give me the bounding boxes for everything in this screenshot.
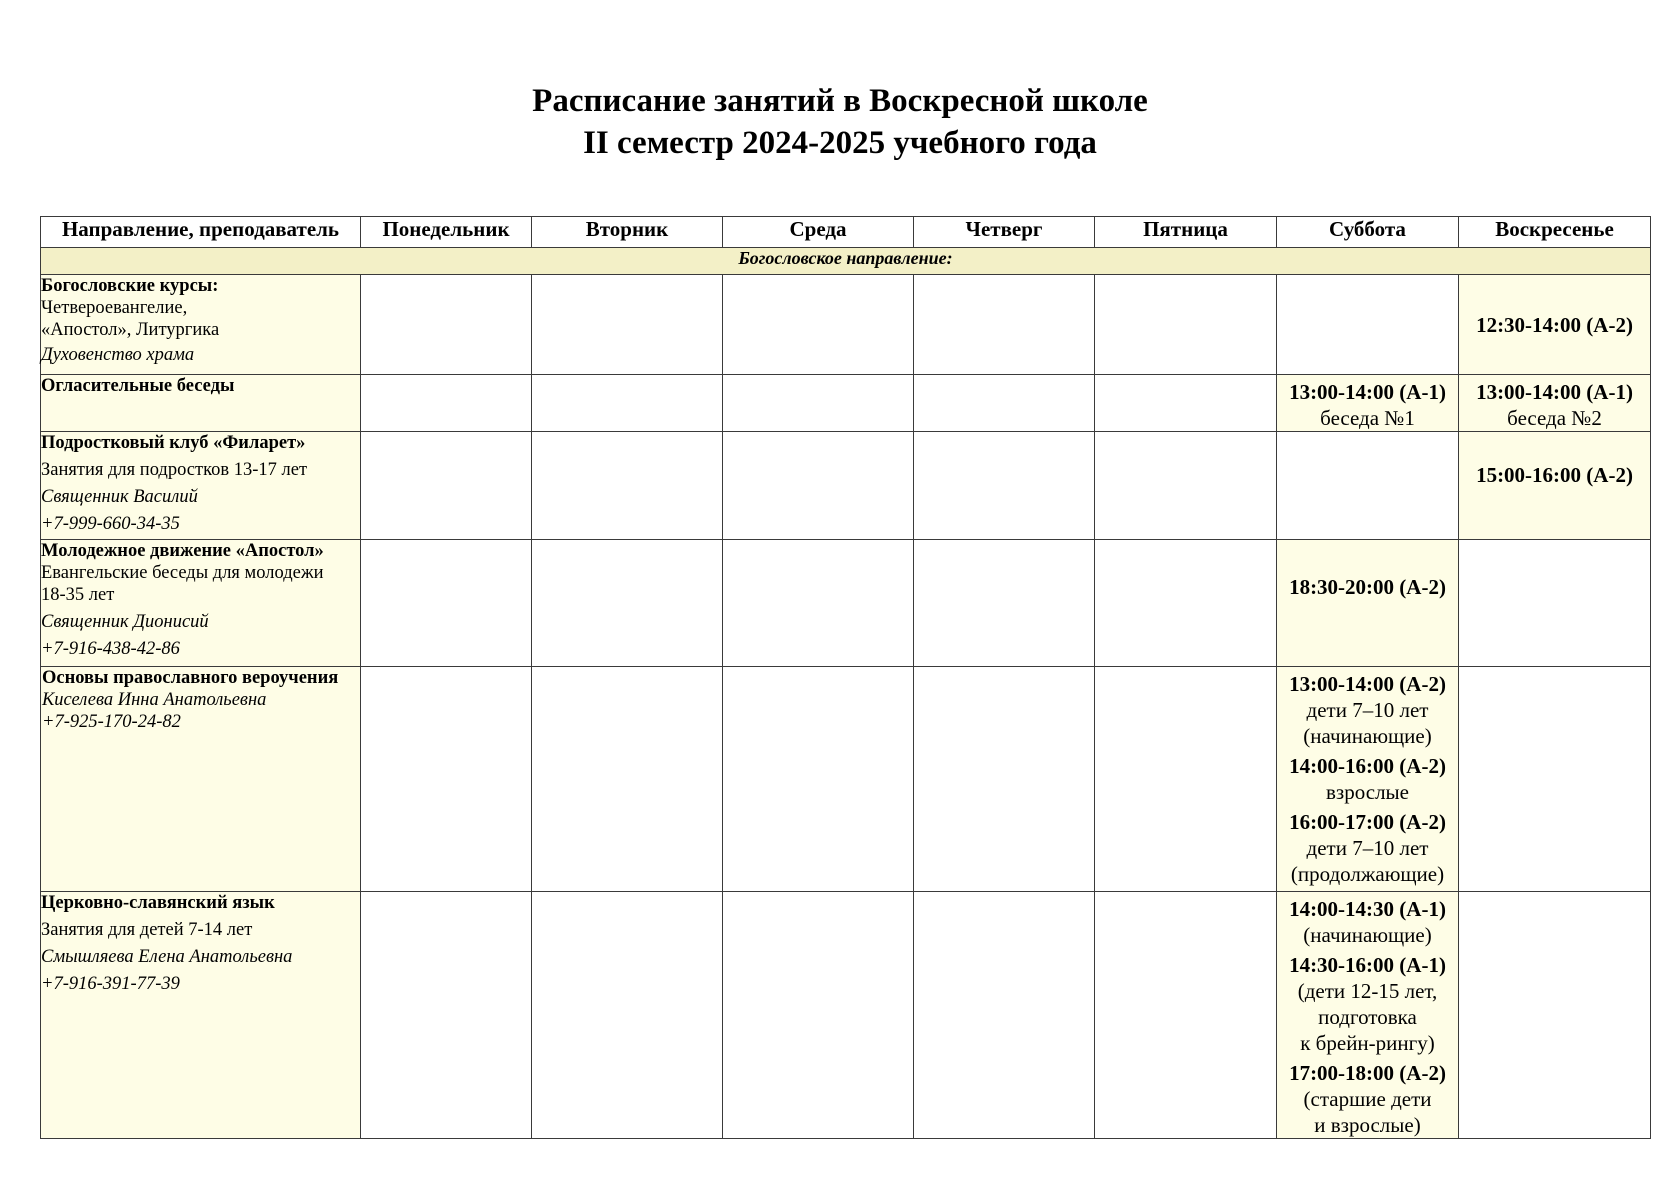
slot-thursday [914,667,1095,892]
slot-time: 13:00-14:00 (А-1) [1476,380,1633,404]
direction-line: Занятия для детей 7-14 лет [41,920,253,940]
slot-block [1277,809,1458,887]
header-sunday: Воскресенье [1459,217,1651,248]
slot-thursday [914,375,1095,432]
slot-saturday [1277,667,1459,892]
direction-title: Основы православного вероучения [42,668,339,688]
slot-wednesday [723,275,914,375]
slot-sunday [1459,892,1651,1139]
slot-wednesday [723,667,914,892]
slot-block [1277,671,1458,749]
slot-note: и взрослые) [1314,1113,1421,1137]
direction-teacher: Духовенство храма [41,345,195,365]
slot-note: к брейн-рингу) [1300,1031,1435,1055]
slot-wednesday [723,892,914,1139]
slot-note: беседа №1 [1320,406,1415,430]
slot-friday [1095,540,1277,667]
direction-title: Огласительные беседы [41,376,235,396]
direction-line: Занятия для подростков 13-17 лет [41,460,308,480]
page-title: Расписание занятий в Воскресной школе [532,83,1148,119]
slot-time: 14:30-16:00 (А-1) [1289,953,1446,977]
table-row [41,892,1651,1139]
slot-time: 16:00-17:00 (А-2) [1289,810,1446,834]
header-thursday: Четверг [914,217,1095,248]
slot-note: взрослые [1326,780,1409,804]
slot-friday [1095,432,1277,540]
table-row [41,540,1651,667]
slot-monday [361,432,532,540]
slot-tuesday [532,375,723,432]
slot-monday [361,375,532,432]
slot-time: 13:00-14:00 (А-1) [1289,380,1446,404]
page-subtitle: II семестр 2024-2025 учебного года [583,125,1097,161]
direction-cell [41,667,361,892]
section-title: Богословское направление: [41,248,1651,275]
header-wednesday: Среда [723,217,914,248]
slot-time: 12:30-14:00 (А-2) [1476,312,1633,337]
slot-sunday [1459,375,1651,432]
slot-saturday [1277,540,1459,667]
direction-line: «Апостол», Литургика [41,320,220,340]
slot-friday [1095,275,1277,375]
header-direction: Направление, преподаватель [41,217,361,248]
slot-friday [1095,375,1277,432]
slot-thursday [914,892,1095,1139]
slot-wednesday [723,540,914,667]
direction-phone: +7-916-391-77-39 [41,974,180,994]
slot-note: (старшие дети [1303,1087,1432,1111]
slot-note: дети 7–10 лет [1306,698,1429,722]
slot-wednesday [723,375,914,432]
slot-time: 14:00-16:00 (А-2) [1289,754,1446,778]
direction-teacher: Смышляева Елена Анатольевна [41,947,293,967]
slot-wednesday [723,432,914,540]
slot-friday [1095,892,1277,1139]
direction-cell [41,375,361,432]
slot-block [1277,896,1458,948]
header-monday: Понедельник [361,217,532,248]
slot-thursday [914,540,1095,667]
direction-phone: +7-999-660-34-35 [41,514,180,534]
slot-time: 18:30-20:00 (А-2) [1289,575,1446,599]
direction-line: 18-35 лет [41,585,115,605]
slot-note: (начинающие) [1303,724,1432,748]
slot-saturday [1277,892,1459,1139]
slot-note: беседа №2 [1507,406,1602,430]
slot-sunday [1459,540,1651,667]
table-row [41,667,1651,892]
direction-title: Подростковый клуб «Филарет» [41,433,306,453]
slot-thursday [914,432,1095,540]
direction-line: Евангельские беседы для молодежи [41,563,324,583]
direction-phone: +7-925-170-24-82 [42,712,181,732]
direction-phone: +7-916-438-42-86 [41,639,180,659]
table-row [41,275,1651,375]
slot-note: (начинающие) [1303,923,1432,947]
slot-tuesday [532,275,723,375]
slot-monday [361,892,532,1139]
slot-time: 15:00-16:00 (А-2) [1476,463,1633,487]
slot-monday [361,667,532,892]
header-saturday: Суббота [1277,217,1459,248]
direction-teacher: Священник Василий [41,487,198,507]
direction-teacher: Киселева Инна Анатольевна [42,690,267,710]
slot-sunday [1459,275,1651,375]
table-row [41,432,1651,540]
schedule-table [40,216,1651,1139]
slot-saturday [1277,275,1459,375]
slot-friday [1095,667,1277,892]
table-row [41,375,1651,432]
slot-monday [361,275,532,375]
slot-note: (дети 12-15 лет, [1297,979,1438,1003]
slot-block [1277,753,1458,805]
header-row [41,217,1651,248]
slot-tuesday [532,540,723,667]
slot-block [1277,1060,1458,1138]
slot-tuesday [532,667,723,892]
direction-title: Молодежное движение «Апостол» [41,541,324,561]
direction-cell [41,432,361,540]
header-friday: Пятница [1095,217,1277,248]
slot-monday [361,540,532,667]
direction-line: Четвероевангелие, [41,298,188,318]
section-row [41,248,1651,275]
slot-time: 13:00-14:00 (А-2) [1289,672,1446,696]
direction-title: Церковно-славянский язык [41,893,275,913]
slot-saturday [1277,432,1459,540]
direction-cell [41,540,361,667]
slot-block [1277,952,1458,1056]
slot-time: 17:00-18:00 (А-2) [1289,1061,1446,1085]
direction-teacher: Священник Дионисий [41,612,209,632]
header-tuesday: Вторник [532,217,723,248]
slot-tuesday [532,432,723,540]
slot-time: 14:00-14:30 (А-1) [1289,897,1446,921]
slot-note: подготовка [1318,1005,1417,1029]
slot-tuesday [532,892,723,1139]
slot-note: (продолжающие) [1290,862,1445,886]
slot-sunday [1459,667,1651,892]
direction-cell [41,892,361,1139]
slot-note: дети 7–10 лет [1306,836,1429,860]
direction-cell [41,275,361,375]
direction-title: Богословские курсы: [41,276,219,296]
slot-sunday [1459,432,1651,540]
slot-saturday [1277,375,1459,432]
slot-thursday [914,275,1095,375]
